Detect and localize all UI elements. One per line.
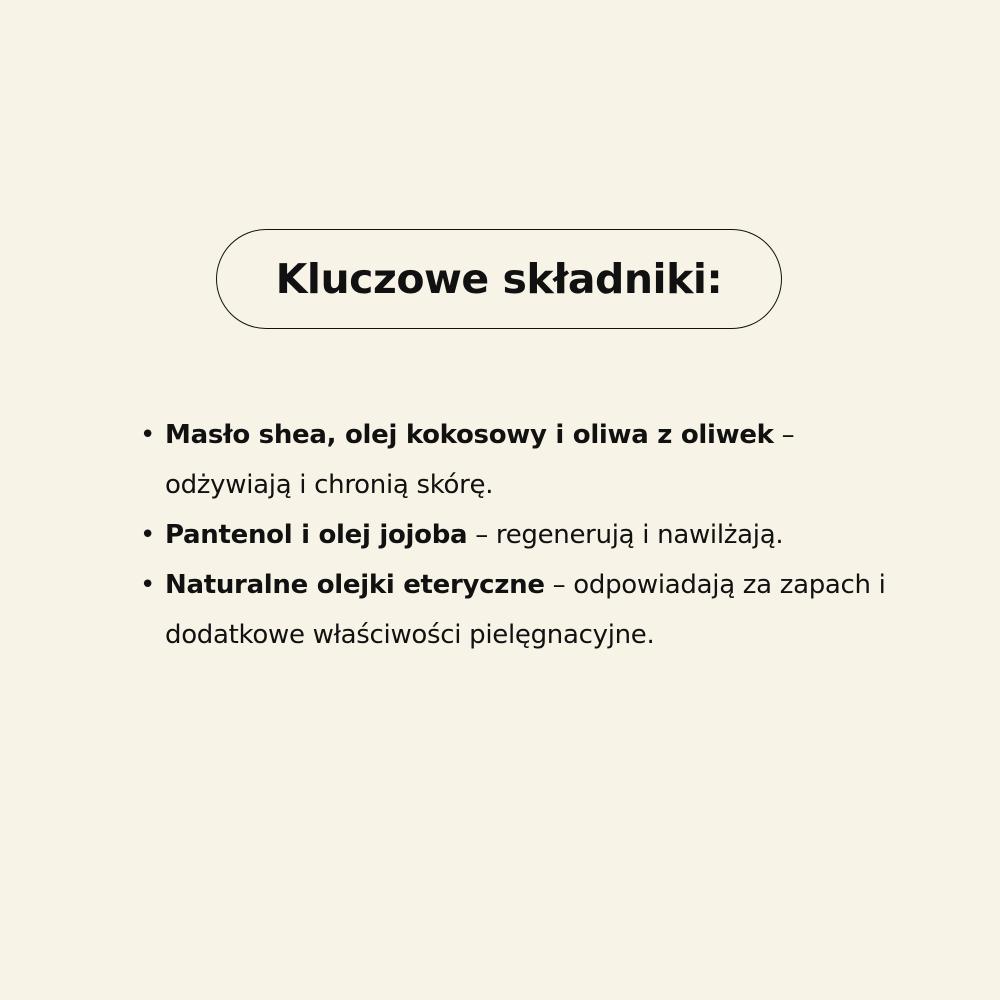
ingredient-item-essential-oils: [140, 560, 900, 660]
bullet: •: [140, 520, 156, 550]
ingredient-item-shea: [140, 410, 900, 510]
ingredient-item-panthenol: [140, 510, 900, 560]
ingredients-list: [140, 410, 900, 660]
bullet: •: [140, 570, 156, 600]
ingredient-description: – odżywiają i chronią skórę.: [165, 420, 795, 500]
ingredient-description: – regenerują i nawilżają.: [467, 520, 784, 550]
title-pill: [216, 229, 782, 329]
ingredient-name: Naturalne olejki eteryczne: [165, 570, 545, 600]
ingredient-description: – odpowiadają za zapach i dodatkowe właściwości pielęgnacyjne.: [165, 570, 886, 650]
ingredient-name: Masło shea, olej kokosowy i oliwa z oliwek: [165, 420, 774, 450]
ingredient-name: Pantenol i olej jojoba: [165, 520, 468, 550]
page-title: Kluczowe składniki:: [275, 255, 723, 303]
bullet: •: [140, 420, 156, 450]
